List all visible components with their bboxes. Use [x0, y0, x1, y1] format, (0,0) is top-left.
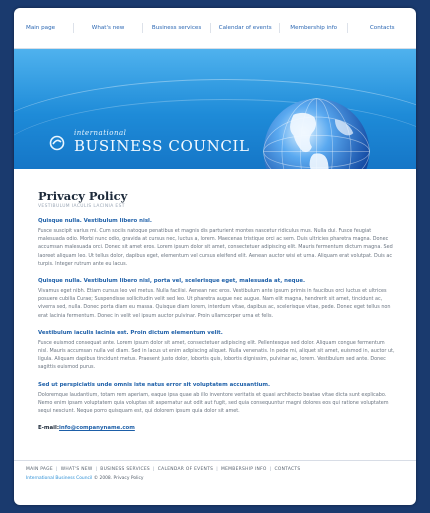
- section-heading: Sed ut perspiciatis unde omnis iste natus error sit voluptatem accusantium.: [38, 381, 271, 388]
- top-navigation: [14, 8, 416, 49]
- footer-separator: |: [95, 467, 98, 472]
- footer-privacy-link[interactable]: Privacy Policy: [113, 476, 144, 481]
- footer-separator: |: [216, 467, 218, 472]
- main-content: [14, 169, 416, 431]
- email-label: E-mail:: [38, 425, 60, 432]
- nav-item-business-services[interactable]: Business services: [143, 23, 212, 33]
- footer-separator: |: [269, 467, 272, 472]
- nav-item-calendar-of-events[interactable]: Calendar of events: [211, 23, 280, 33]
- logo-tagline: international: [74, 129, 127, 137]
- footer-link-whats-new[interactable]: WHAT'S NEW: [60, 467, 93, 472]
- footer-link-contacts[interactable]: CONTACTS: [274, 467, 301, 472]
- footer-link-calendar-of-events[interactable]: CALENDAR OF EVENTS: [157, 467, 214, 472]
- footer-separator: |: [55, 467, 58, 472]
- footer-brand: International Business Council: [26, 476, 93, 481]
- section-heading: Quisque nulla. Vestibulum libero nisl, porta vel, scelerisque eget, malesuada at, neque.: [38, 278, 306, 285]
- section-text: Fusce suscipit varius mi. Cum sociis natoque penatibus et magnis dis parturient montes nascetur ridiculus mus. Nulla dui. Fusce feugiat malesuada odio. Morbi nunc odio, gravida at cursus nec, luctus a, lorem. Maecenas tristique orci ac sem. Duis ultricies pharetra magna. Donec accumsan malesuada orci. Donec sit amet eros. Lorem ipsum dolor sit amet, consectetuer adipiscing elit. Mauris fermentum dictum magna. Sed laoreet aliquam leo. Ut tellus dolor, dapibus eget, elementum vel cursus eleifend elit. Aenean auctor wisi et urna. Aliquam erat volutpat. Duis ac turpis. Integer rutrum ante eu lacus.: [38, 228, 393, 267]
- nav-item-membership-info[interactable]: Membership info: [280, 23, 349, 33]
- email-line: [38, 425, 396, 431]
- footer-separator: |: [153, 467, 155, 472]
- logo-title: BUSINESS COUNCIL: [74, 137, 250, 155]
- section-text: Vivamus eget nibh. Etiam cursus leo vel metus. Nulla facilisi. Aenean nec eros. Vestibulum ante ipsum primis in faucibus orci luctus et ultrices posuere cubilia Curae; Suspendisse sollicitudin velit sed leo. Ut pharetra augue nec augue. Nam elit magna, hendrerit sit amet, tincidunt ac, viverra sed, nulla. Donec porta diam eu massa. Quisque diam lorem, interdum vitae, dapibus ac, scelerisque vitae, pede. Donec eget tellus non erat lacinia fermentum. Donec in velit vel ipsum auctor pulvinar. Proin ullamcorper urna et felis.: [38, 288, 391, 319]
- logo-icon: [49, 135, 65, 151]
- page-frame: [14, 8, 416, 505]
- section-heading: Vestibulum iaculis lacinia est. Proin dictum elementum velit.: [38, 329, 223, 336]
- footer-links: [26, 467, 404, 472]
- email-link[interactable]: info@companyname.com: [59, 425, 135, 432]
- footer-link-business-services[interactable]: BUSINESS SERVICES: [100, 467, 151, 472]
- nav-item-main-page[interactable]: Main page: [14, 23, 74, 33]
- page-title: Privacy Policy: [38, 189, 128, 203]
- page-subtitle: VESTIBULUM IACULIS LACINIA EST: [38, 204, 125, 209]
- nav-item-contacts[interactable]: Contacts: [369, 25, 395, 31]
- globe-icon: [259, 94, 374, 169]
- nav-item-whats-new[interactable]: What's new: [74, 23, 143, 33]
- footer: [14, 460, 416, 481]
- section-text: Doloremque laudantium, totam rem aperiam, eaque ipsa quae ab illo inventore veritatis et quasi architecto beatae vitae dicta sunt explicabo. Nemo enim ipsam voluptatem quia voluptas sit aspernatur aut odit aut fugit, sed quia consequuntur magni dolores eos qui ratione voluptatem sequi nesciunt. Neque porro quisquam est, qui dolorem ipsum quia dolor sit amet.: [38, 391, 389, 415]
- footer-copyright: [26, 476, 404, 481]
- copyright-text: © 2008.: [93, 476, 113, 481]
- footer-link-main-page[interactable]: MAIN PAGE: [26, 467, 53, 472]
- footer-link-membership-info[interactable]: MEMBERSHIP INFO: [221, 467, 267, 472]
- header-banner: [14, 49, 416, 169]
- section-heading: Quisque nulla. Vestibulum libero nisl.: [38, 218, 152, 224]
- section-text: Fusce euismod consequat ante. Lorem ipsum dolor sit amet, consectetuer adipiscing elit. Pellentesque sed dolor. Aliquam congue fermentum nisl. Mauris accumsan nulla vel diam. Sed in lacus ut enim adipiscing aliquet. Nulla venenatis. In pede mi, aliquet sit amet, euismod in, auctor ut, ligula. Aliquam dapibus tincidunt metus. Praesent justo dolor, lobortis quis, lobortis dignissim, pulvinar ac, lorem. Vestibulum sed ante. Donec sagittis euismod purus.: [38, 339, 395, 371]
